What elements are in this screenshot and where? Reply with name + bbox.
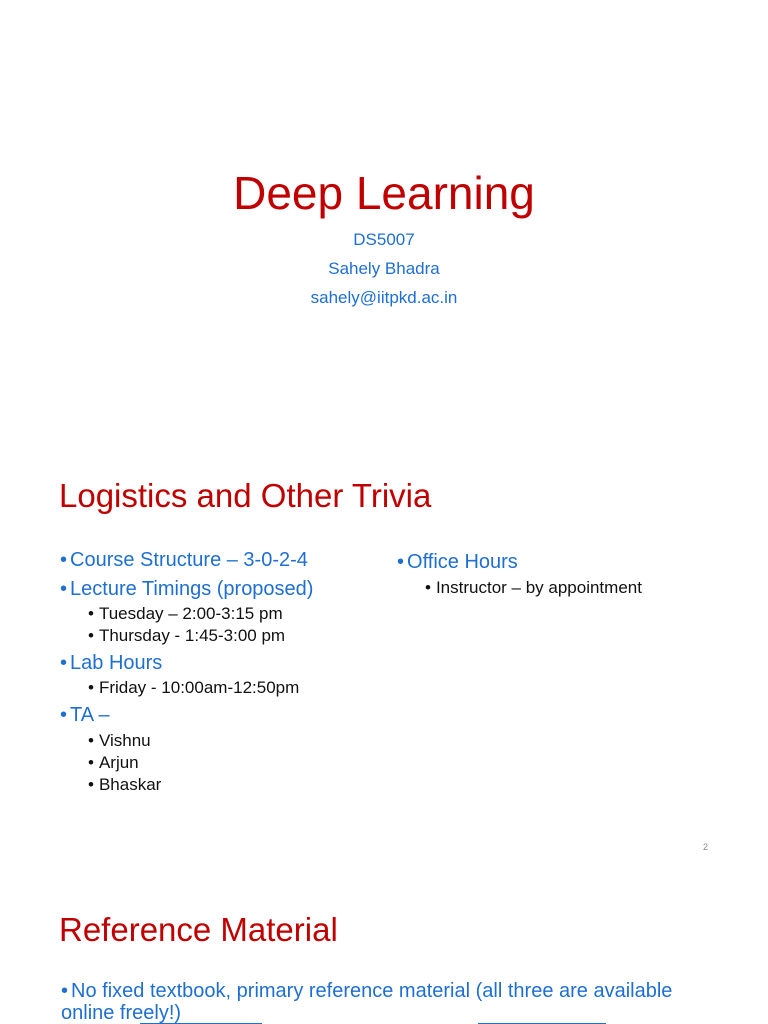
list-item bbox=[88, 603, 283, 625]
bullet: • bbox=[60, 652, 68, 674]
course-code: DS5007 bbox=[353, 230, 415, 249]
list-item bbox=[60, 548, 308, 572]
tuesday-timing: Tuesday – 2:00-3:15 pm bbox=[98, 604, 283, 623]
list-item bbox=[61, 980, 701, 1024]
bullet: • bbox=[88, 678, 94, 697]
page-number: 2 bbox=[703, 842, 709, 852]
list-item bbox=[88, 677, 299, 699]
list-item bbox=[60, 651, 162, 675]
instructor-name: Sahely Bhadra bbox=[328, 259, 440, 278]
ta-name: Vishnu bbox=[98, 731, 151, 750]
bullet: • bbox=[60, 704, 68, 726]
ta-heading: TA – bbox=[70, 704, 110, 726]
list-item bbox=[88, 625, 285, 647]
instructor-email[interactable]: sahely@iitpkd.ac.in bbox=[310, 288, 458, 307]
slide-title: Logistics and Other Trivia bbox=[59, 477, 432, 514]
bullet: • bbox=[88, 604, 94, 623]
bullet: • bbox=[88, 775, 94, 794]
instructor-availability: Instructor – by appointment bbox=[435, 578, 642, 597]
ta-name: Arjun bbox=[98, 753, 139, 772]
lab-hours: Lab Hours bbox=[70, 652, 163, 674]
bullet: • bbox=[88, 626, 94, 645]
list-item bbox=[425, 577, 642, 599]
bullet: • bbox=[425, 578, 431, 597]
course-structure: Course Structure – 3-0-2-4 bbox=[70, 549, 308, 571]
bullet: • bbox=[61, 980, 69, 1002]
reference-note: No fixed textbook, primary reference material (all three are available online freely!) bbox=[61, 980, 673, 1024]
reference-slide bbox=[0, 870, 768, 1024]
thursday-timing: Thursday - 1:45-3:00 pm bbox=[98, 626, 286, 645]
friday-timing: Friday - 10:00am-12:50pm bbox=[98, 678, 300, 697]
lecture-timings: Lecture Timings (proposed) bbox=[70, 578, 314, 600]
title-slide bbox=[0, 0, 768, 430]
bullet: • bbox=[397, 551, 405, 573]
logistics-slide bbox=[0, 430, 768, 870]
list-item bbox=[88, 730, 151, 752]
list-item bbox=[397, 550, 518, 574]
ta-name: Bhaskar bbox=[98, 775, 162, 794]
slide-title: Deep Learning bbox=[233, 167, 535, 219]
list-item bbox=[88, 774, 161, 796]
slide-title: Reference Material bbox=[59, 911, 338, 948]
office-hours: Office Hours bbox=[407, 551, 518, 573]
bullet: • bbox=[88, 753, 94, 772]
bullet: • bbox=[88, 731, 94, 750]
list-item bbox=[60, 577, 313, 601]
bullet: • bbox=[60, 578, 68, 600]
list-item bbox=[88, 752, 139, 774]
bullet: • bbox=[60, 549, 68, 571]
list-item bbox=[60, 703, 110, 727]
